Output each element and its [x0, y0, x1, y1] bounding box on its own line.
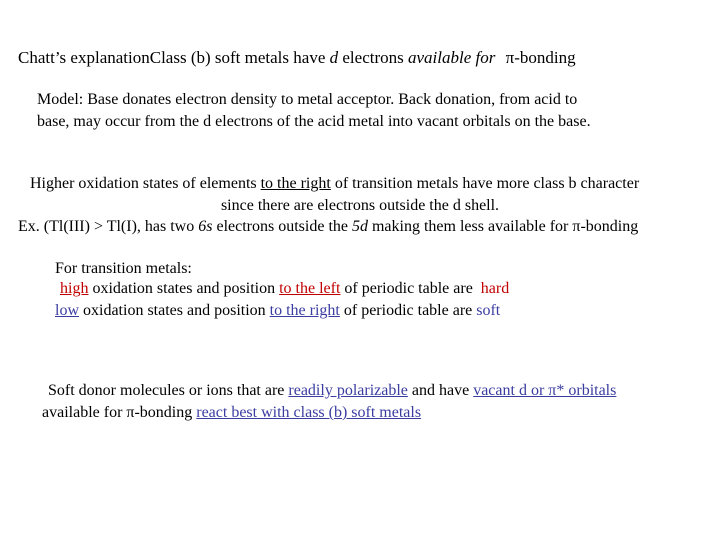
transition-low-line [55, 301, 500, 321]
title-mid: electrons [338, 48, 408, 67]
react-best-link: react best with class (b) soft metals [196, 404, 422, 421]
title-italic: available for [407, 48, 500, 67]
example-text-a: Ex. (Tl(III) > Tl(I), has two [18, 218, 199, 235]
soft-text-a: Soft donor molecules or ions that are [48, 382, 289, 399]
example-line [18, 217, 638, 237]
readily-polarizable: readily polarizable [288, 382, 408, 399]
title-main: Class (b) soft metals have [149, 48, 330, 67]
example-6s: 6s [198, 218, 213, 235]
vacant-orbitals: vacant d or π* orbitals [473, 382, 617, 399]
to-the-left: to the left [279, 280, 341, 297]
higher-line-1 [30, 174, 639, 194]
higher-text-c: of transition metals have more class b character [330, 175, 640, 192]
hard-label: hard [480, 280, 510, 297]
low-label: low [55, 302, 79, 319]
soft-text-l2a: available for π-bonding [42, 404, 197, 421]
title-suffix: -bonding [514, 48, 576, 67]
model-line-1: Model: Base donates electron density to metal acceptor. Back donation, from acid to [37, 91, 578, 108]
example-text-e: making them less available for π-bonding [367, 218, 639, 235]
low-text-d: of periodic table are [339, 302, 477, 319]
to-the-right: to the right [269, 302, 340, 319]
soft-donor-line-1 [48, 381, 616, 401]
higher-to-the-right: to the right [260, 175, 331, 192]
slide-title [18, 48, 576, 68]
higher-text-a: Higher oxidation states of elements [30, 175, 261, 192]
example-text-c: electrons outside the [212, 218, 352, 235]
example-5d: 5d [351, 218, 368, 235]
soft-text-c: and have [407, 382, 474, 399]
transition-heading: For transition metals: [55, 260, 192, 277]
high-label: high [60, 280, 89, 297]
transition-high-line [60, 279, 509, 299]
higher-line-2: since there are electrons outside the d shell. [220, 197, 500, 214]
low-text-b: oxidation states and position [79, 302, 270, 319]
title-pi: π [505, 48, 515, 67]
title-prefix: Chatt’s explanation [18, 48, 150, 67]
soft-label: soft [476, 302, 501, 319]
model-line-2: base, may occur from the d electrons of the acid metal into vacant orbitals on the base. [37, 113, 591, 130]
soft-donor-line-2 [42, 403, 421, 423]
high-text-b: oxidation states and position [88, 280, 280, 297]
high-text-d: of periodic table are [340, 280, 477, 297]
title-d: d [329, 48, 339, 67]
